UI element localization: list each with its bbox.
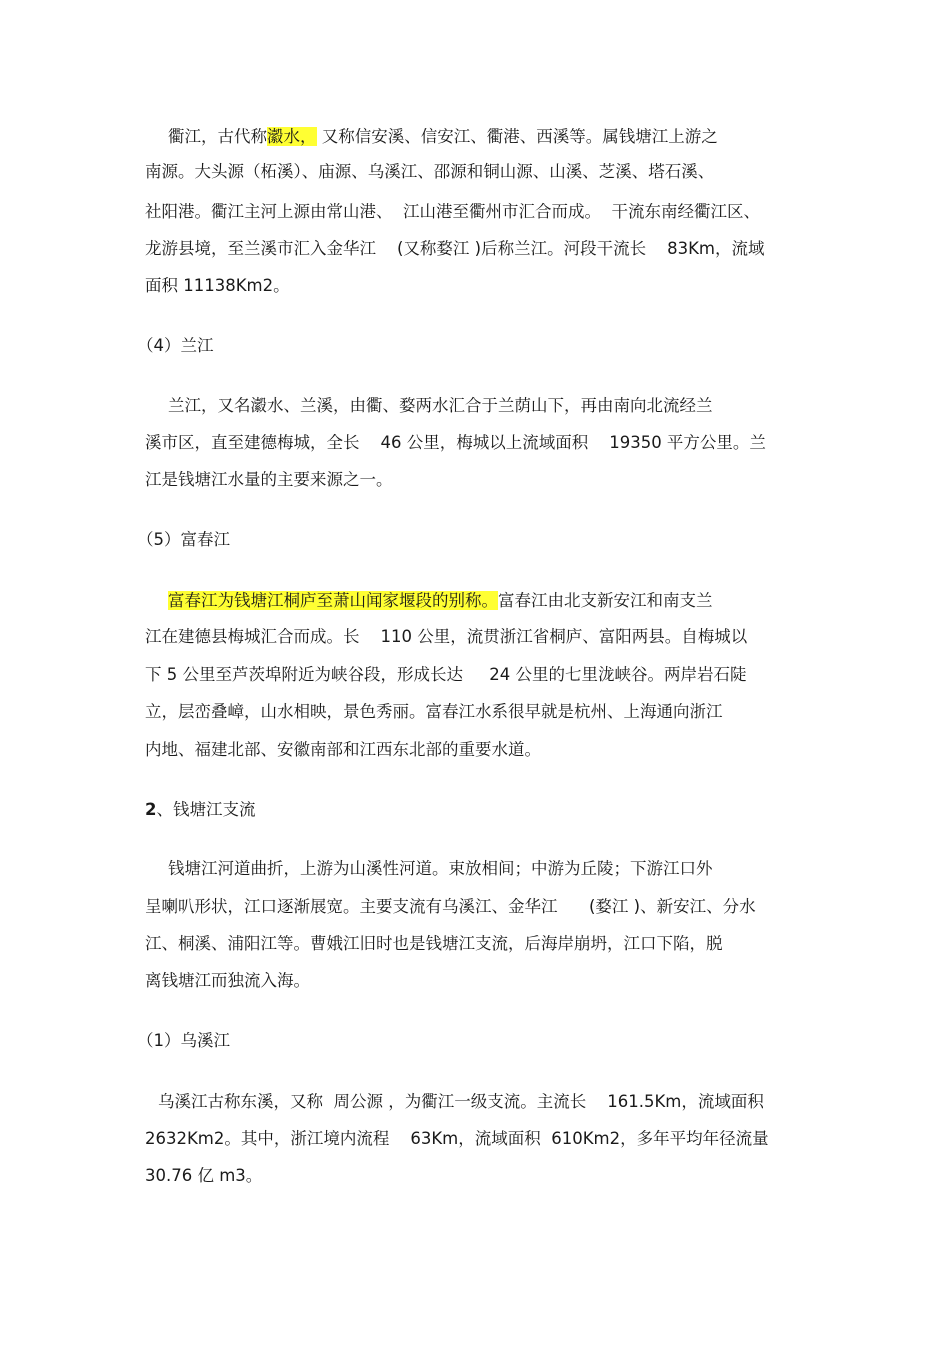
para-quju-line-4: 龙游县境，至兰溪市汇入金华江 (又称婺江 )后称兰江。河段干流长 83Km，流域 [145, 239, 765, 258]
para-tributaries-line-1: 钱塘江河道曲折，上游为山溪性河道。束放相间；中游为丘陵；下游江口外 [168, 859, 713, 878]
highlight: 瀫水， [267, 127, 317, 146]
text: 富春江由北支新安江和南支兰 [498, 591, 713, 610]
para-wuxijiang-line-1: 乌溪江古称东溪，又称 周公源 ，为衢江一级支流。主流长 161.5Km，流域面积 [158, 1092, 764, 1111]
para-tributaries-line-3: 江、桐溪、浦阳江等。曹娥江旧时也是钱塘江支流，后海岸崩坍，江口下陷，脱 [145, 934, 723, 953]
para-quju-line-1 [168, 126, 718, 148]
para-lanjiang-line-2: 溪市区，直至建德梅城，全长 46 公里，梅城以上流域面积 19350 平方公里。兰 [145, 433, 766, 452]
para-fuchunjiang-line-1 [168, 590, 713, 612]
para-tributaries-line-2: 呈喇叭形状，江口逐渐展宽。主要支流有乌溪江、金华江 (婺江 )、新安江、分水 [145, 897, 756, 916]
highlight: 富春江为钱塘江桐庐至萧山闻家堰段的别称。 [168, 591, 498, 610]
heading-text: 、钱塘江支流 [156, 800, 256, 819]
heading-tributaries [145, 799, 255, 821]
para-quju-line-5: 面积 11138Km2。 [145, 276, 290, 295]
para-quju-line-3: 社阳港。衢江主河上源由常山港、 江山港至衢州市汇合而成。 干流东南经衢江区、 [145, 202, 760, 221]
heading-number: 2 [145, 800, 157, 819]
text: 又称信安溪、信安江、衢港、西溪等。属钱塘江上游之 [316, 127, 718, 146]
para-wuxijiang-line-3: 30.76 亿 m3。 [145, 1166, 263, 1185]
heading-fuchunjiang: （5）富春江 [137, 530, 230, 549]
text: 衢江，古代称 [168, 127, 267, 146]
para-lanjiang-line-1: 兰江，又名瀫水、兰溪，由衢、婺两水汇合于兰荫山下，再由南向北流经兰 [168, 396, 713, 415]
para-fuchunjiang-line-5: 内地、福建北部、安徽南部和江西东北部的重要水道。 [145, 740, 541, 759]
heading-lanjiang: （4）兰江 [137, 336, 214, 355]
para-fuchunjiang-line-4: 立，层峦叠嶂，山水相映，景色秀丽。富春江水系很早就是杭州、上海通向浙江 [145, 702, 723, 721]
para-tributaries-line-4: 离钱塘江而独流入海。 [145, 971, 310, 990]
para-wuxijiang-line-2: 2632Km2。其中，浙江境内流程 63Km，流域面积 610Km2，多年平均年径流量 [145, 1129, 769, 1148]
para-quju-line-2: 南源。大头源（柘溪）、庙源、乌溪江、邵源和铜山源、山溪、芝溪、塔石溪、 [145, 162, 715, 181]
para-fuchunjiang-line-2: 江在建德县梅城汇合而成。长 110 公里，流贯浙江省桐庐、富阳两县。自梅城以 [145, 627, 748, 646]
heading-wuxijiang: （1）乌溪江 [137, 1031, 230, 1050]
para-lanjiang-line-3: 江是钱塘江水量的主要来源之一。 [145, 470, 393, 489]
para-fuchunjiang-line-3: 下 5 公里至芦茨埠附近为峡谷段，形成长达 24 公里的七里泷峡谷。两岸岩石陡 [145, 665, 747, 684]
